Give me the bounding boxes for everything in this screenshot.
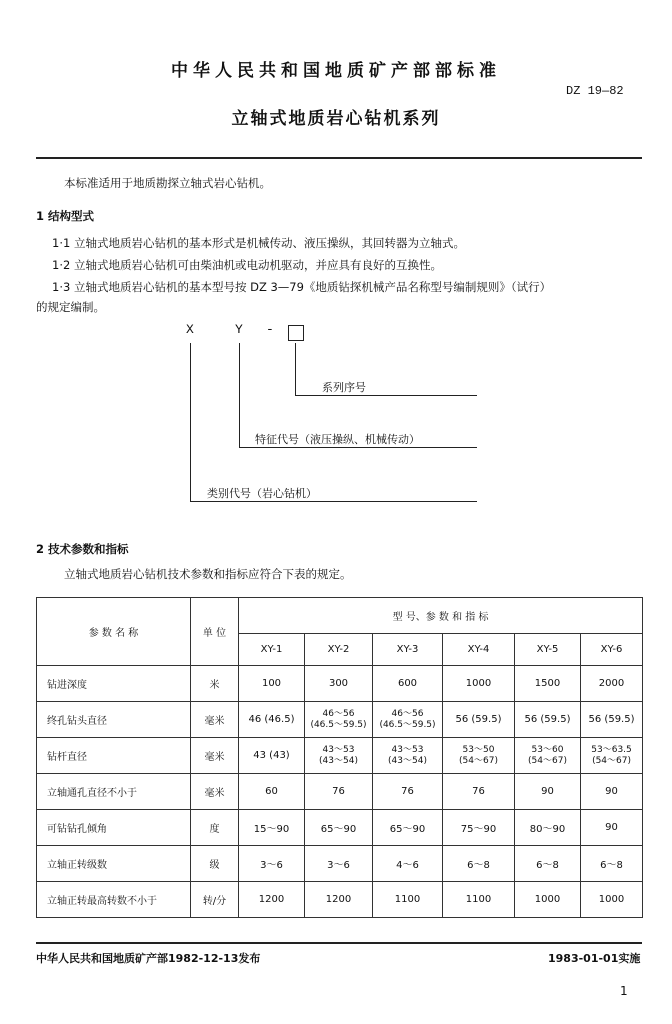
header-model: XY-3 xyxy=(373,634,443,666)
parameter-unit: 毫米 xyxy=(191,738,239,774)
clause-1-3-continuation: 的规定编制。 xyxy=(36,300,105,314)
parameter-value: 15～90 xyxy=(239,810,305,846)
code-letter-x: X xyxy=(186,322,194,337)
label-series-number: 系列序号 xyxy=(322,381,366,394)
parameter-value: 1000 xyxy=(581,882,643,918)
parameter-value: 75～90 xyxy=(443,810,515,846)
table-row xyxy=(37,738,643,774)
parameter-value: 1000 xyxy=(443,666,515,702)
parameter-value: 1500 xyxy=(515,666,581,702)
leader-feature xyxy=(239,343,240,447)
parameter-value: 46 (46.5) xyxy=(239,702,305,738)
parameter-name: 可钻钻孔倾角 xyxy=(37,810,191,846)
series-number-box xyxy=(288,325,304,341)
page-title: 立轴式地质岩心钻机系列 xyxy=(231,109,441,129)
parameter-value: 6～8 xyxy=(515,846,581,882)
parameter-value: 90 xyxy=(581,774,643,810)
parameter-unit: 毫米 xyxy=(191,774,239,810)
parameter-value: 65～90 xyxy=(373,810,443,846)
parameter-value: 53～63.5 (54～67) xyxy=(581,738,643,774)
parameter-unit: 米 xyxy=(191,666,239,702)
header-model: XY-2 xyxy=(305,634,373,666)
footer-rule xyxy=(36,942,642,944)
parameter-value: 1100 xyxy=(443,882,515,918)
section-2-intro: 立轴式地质岩心钻机技术参数和指标应符合下表的规定。 xyxy=(64,567,352,581)
label-feature-code: 特征代号（液压操纵、机械传动） xyxy=(255,433,420,446)
issue-date: 中华人民共和国地质矿产部1982-12-13发布 xyxy=(36,952,261,965)
parameter-value: 90 xyxy=(581,810,643,846)
parameter-name: 终孔钻头直径 xyxy=(37,702,191,738)
parameter-value: 56 (59.5) xyxy=(581,702,643,738)
parameter-value: 65～90 xyxy=(305,810,373,846)
parameter-value: 4～6 xyxy=(373,846,443,882)
parameter-value: 46～56 (46.5～59.5) xyxy=(305,702,373,738)
parameter-value: 76 xyxy=(443,774,515,810)
clause-1-3: 1·3 立轴式地质岩心钻机的基本型号按 DZ 3—79《地质钻探机械产品名称型号编制规则》（试行） xyxy=(52,280,552,294)
parameter-value: 46～56 (46.5～59.5) xyxy=(373,702,443,738)
leader-category xyxy=(190,343,191,501)
parameter-value: 43～53 (43～54) xyxy=(373,738,443,774)
parameter-name: 立轴正转最高转数不小于 xyxy=(37,882,191,918)
parameter-unit: 级 xyxy=(191,846,239,882)
parameter-value: 43 (43) xyxy=(239,738,305,774)
parameter-unit: 转/分 xyxy=(191,882,239,918)
table-row xyxy=(37,846,643,882)
parameter-value: 1100 xyxy=(373,882,443,918)
parameter-value: 1000 xyxy=(515,882,581,918)
leader-series xyxy=(295,343,296,395)
parameter-value: 56 (59.5) xyxy=(515,702,581,738)
clause-1-1: 1·1 立轴式地质岩心钻机的基本形式是机械传动、液压操纵，其回转器为立轴式。 xyxy=(52,236,465,250)
parameter-value: 53～50 (54～67) xyxy=(443,738,515,774)
parameter-value: 56 (59.5) xyxy=(443,702,515,738)
section-2-heading: 2 技术参数和指标 xyxy=(36,542,129,556)
underline-category xyxy=(190,501,477,502)
parameter-value: 80～90 xyxy=(515,810,581,846)
standard-code: DZ 19—82 xyxy=(566,84,624,98)
parameter-unit: 度 xyxy=(191,810,239,846)
parameter-value: 43～53 (43～54) xyxy=(305,738,373,774)
parameter-value: 3～6 xyxy=(305,846,373,882)
parameter-name: 钻杆直径 xyxy=(37,738,191,774)
scope-paragraph: 本标准适用于地质勘探立轴式岩心钻机。 xyxy=(64,176,271,190)
parameter-value: 1200 xyxy=(239,882,305,918)
table-row xyxy=(37,666,643,702)
parameter-value: 300 xyxy=(305,666,373,702)
parameter-value: 60 xyxy=(239,774,305,810)
parameter-unit: 毫米 xyxy=(191,702,239,738)
parameter-value: 76 xyxy=(305,774,373,810)
header-unit: 单 位 xyxy=(191,598,239,666)
table-row xyxy=(37,774,643,810)
table-row xyxy=(37,882,643,918)
header-model: XY-5 xyxy=(515,634,581,666)
parameter-value: 600 xyxy=(373,666,443,702)
issuing-authority: 中华人民共和国地质矿产部部标准 xyxy=(171,61,501,81)
table-row xyxy=(37,810,643,846)
code-dash: - xyxy=(266,322,274,337)
underline-feature xyxy=(239,447,477,448)
parameter-value: 6～8 xyxy=(581,846,643,882)
page-number: 1 xyxy=(620,984,628,998)
parameter-value: 100 xyxy=(239,666,305,702)
header-model-group: 型 号、参 数 和 指 标 xyxy=(239,598,643,634)
clause-1-2: 1·2 立轴式地质岩心钻机可由柴油机或电动机驱动，并应具有良好的互换性。 xyxy=(52,258,442,272)
parameter-value: 90 xyxy=(515,774,581,810)
header-model: XY-1 xyxy=(239,634,305,666)
parameter-table xyxy=(36,597,643,918)
header-model: XY-4 xyxy=(443,634,515,666)
parameter-value: 76 xyxy=(373,774,443,810)
parameter-name: 立轴通孔直径不小于 xyxy=(37,774,191,810)
parameter-value: 1200 xyxy=(305,882,373,918)
section-1-heading: 1 结构型式 xyxy=(36,209,95,223)
parameter-name: 钻进深度 xyxy=(37,666,191,702)
parameter-value: 6～8 xyxy=(443,846,515,882)
parameter-value: 3～6 xyxy=(239,846,305,882)
parameter-value: 53～60 (54～67) xyxy=(515,738,581,774)
code-letter-y: Y xyxy=(235,322,243,337)
table-row xyxy=(37,702,643,738)
label-category-code: 类别代号（岩心钻机） xyxy=(207,487,317,500)
parameter-name: 立轴正转级数 xyxy=(37,846,191,882)
header-model: XY-6 xyxy=(581,634,643,666)
header-parameter-name: 参 数 名 称 xyxy=(37,598,191,666)
effective-date: 1983-01-01实施 xyxy=(548,952,641,965)
underline-series xyxy=(295,395,477,396)
parameter-value: 2000 xyxy=(581,666,643,702)
header-rule xyxy=(36,157,642,159)
